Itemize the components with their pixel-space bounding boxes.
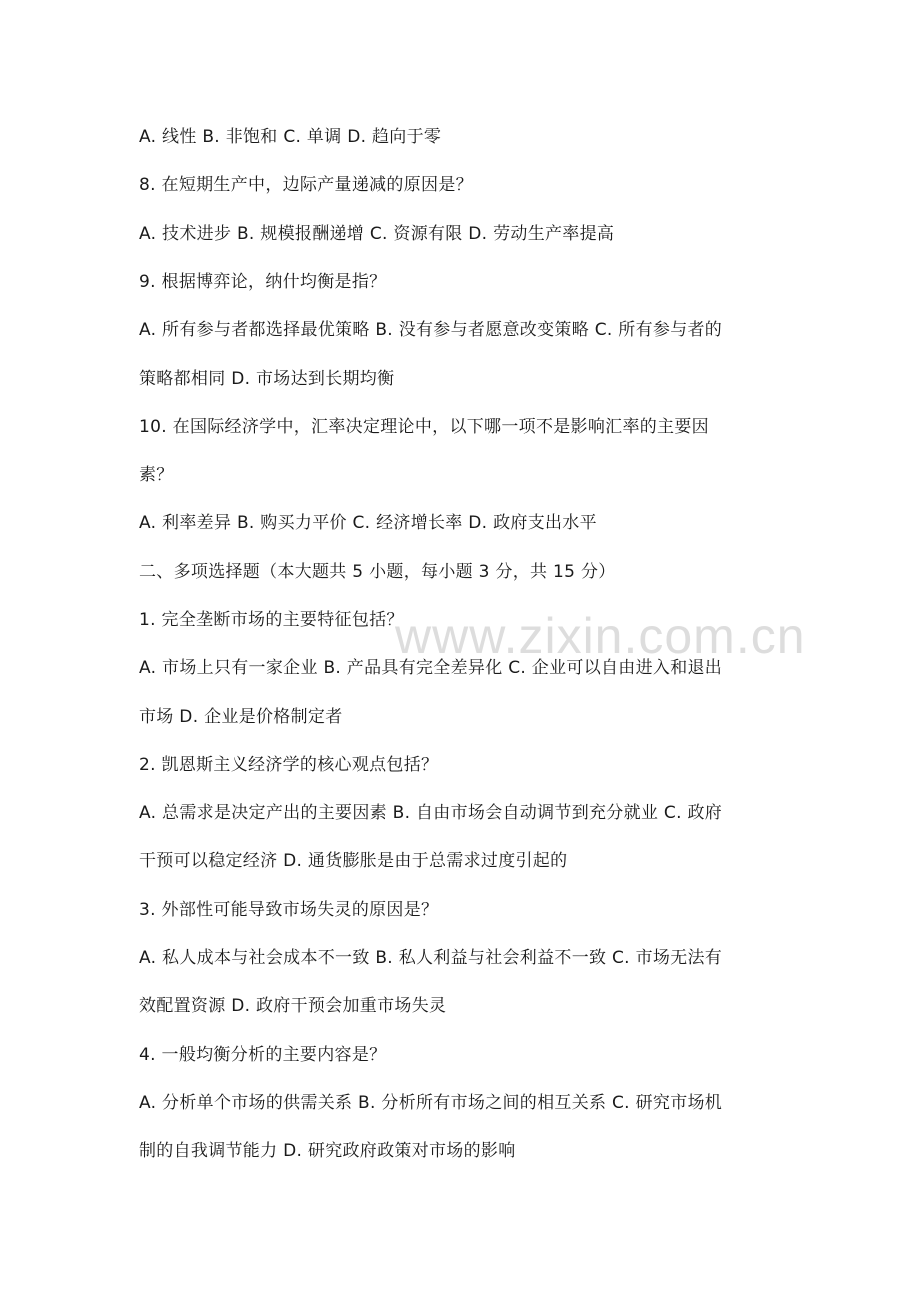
question-line: 1. 完全垄断市场的主要特征包括？ — [139, 610, 404, 630]
question-line: 2. 凯恩斯主义经济学的核心观点包括？ — [139, 755, 439, 775]
section-heading: 二、多项选择题（本大题共 5 小题，每小题 3 分，共 15 分） — [139, 562, 616, 582]
question-line-continued: 素？ — [139, 465, 174, 485]
question-line: 8. 在短期生产中，边际产量递减的原因是？ — [139, 175, 473, 195]
option-line-continued: 效配置资源 D. 政府干预会加重市场失灵 — [139, 996, 447, 1016]
option-line: A. 总需求是决定产出的主要因素 B. 自由市场会自动调节到充分就业 C. 政府 — [139, 803, 723, 823]
watermark: www.zixin.com.cn — [395, 608, 806, 664]
option-line: A. 私人成本与社会成本不一致 B. 私人利益与社会利益不一致 C. 市场无法有 — [139, 948, 723, 968]
option-line: A. 技术进步 B. 规模报酬递增 C. 资源有限 D. 劳动生产率提高 — [139, 224, 615, 244]
option-line-continued: 制的自我调节能力 D. 研究政府政策对市场的影响 — [139, 1141, 516, 1161]
option-line: A. 所有参与者都选择最优策略 B. 没有参与者愿意改变策略 C. 所有参与者的 — [139, 320, 723, 340]
option-line-continued: 策略都相同 D. 市场达到长期均衡 — [139, 369, 395, 389]
question-line: 4. 一般均衡分析的主要内容是？ — [139, 1045, 387, 1065]
option-line: A. 分析单个市场的供需关系 B. 分析所有市场之间的相互关系 C. 研究市场机 — [139, 1093, 723, 1113]
question-line: 10. 在国际经济学中，汇率决定理论中，以下哪一项不是影响汇率的主要因 — [139, 417, 709, 437]
option-line-continued: 市场 D. 企业是价格制定者 — [139, 707, 343, 727]
question-line: 9. 根据博弈论，纳什均衡是指？ — [139, 272, 387, 292]
question-line: 3. 外部性可能导致市场失灵的原因是？ — [139, 900, 439, 920]
option-line: A. 利率差异 B. 购买力平价 C. 经济增长率 D. 政府支出水平 — [139, 513, 597, 533]
option-line: A. 线性 B. 非饱和 C. 单调 D. 趋向于零 — [139, 127, 442, 147]
option-line-continued: 干预可以稳定经济 D. 通货膨胀是由于总需求过度引起的 — [139, 851, 568, 871]
option-line: A. 市场上只有一家企业 B. 产品具有完全差异化 C. 企业可以自由进入和退出 — [139, 658, 723, 678]
